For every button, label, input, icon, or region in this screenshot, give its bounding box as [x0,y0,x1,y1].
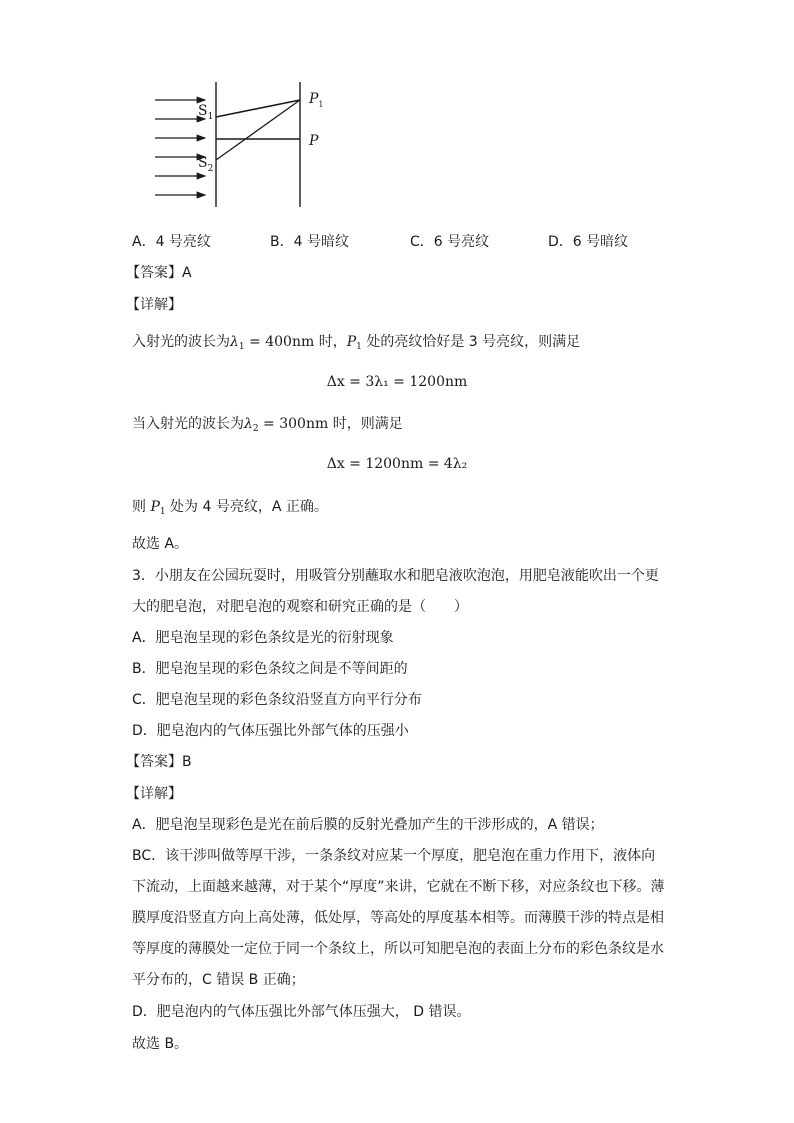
label-s1: $S_1$ [198,103,214,122]
q3-option-b: B．肥皂泡呈现的彩色条纹之间是不等间距的 [132,661,408,677]
q2-option-b: B．4 号暗纹 [270,234,349,250]
q2-detail-line1: 入射光的波长为$\lambda_1 = 400nm$ 时，$P_1$ 处的亮纹恰好是 3 号亮纹，则满足 [132,334,581,352]
q2-equation-2: Δx = 1200nm = 4λ₂ [326,456,468,472]
label-p: P [309,133,319,149]
q2-answer: 【答案】A [126,265,192,281]
q3-stem-line2: 大的肥皂泡，对肥皂泡的观察和研究正确的是（ ） [132,599,468,615]
double-slit-diagram [0,0,794,220]
q3-detail-line: D．肥皂泡内的气体压强比外部气体压强大， D 错误。 [132,1004,471,1020]
q2-conclusion: 故选 A。 [132,536,189,552]
q2-detail-line3: 则 $P_1$ 处为 4 号亮纹，A 正确。 [132,499,328,517]
q3-conclusion: 故选 B。 [132,1036,189,1052]
q3-detail-heading: 【详解】 [126,786,182,802]
q3-detail-line: BC．该干涉叫做等厚干涉，一条条纹对应某一个厚度，肥皂泡在重力作用下，液体向 [132,848,656,864]
q2-option-d: D．6 号暗纹 [548,234,629,250]
label-p1: $P_1$ [309,91,324,109]
q3-detail-line: 平分布的，C 错误 B 正确； [132,972,305,988]
q3-option-c: C．肥皂泡呈现的彩色条纹沿竖直方向平行分布 [132,692,422,708]
q2-detail-heading: 【详解】 [126,297,182,313]
q3-detail-line: 下流动，上面越来越薄，对于某个“厚度”来讲，它就在不断下移，对应条纹也下移。薄 [132,879,665,895]
q3-detail-line: A．肥皂泡呈现彩色是光在前后膜的反射光叠加产生的干涉形成的，A 错误； [132,817,604,833]
q3-answer: 【答案】B [126,754,192,770]
q3-detail-line: 等厚度的薄膜处一定位于同一个条纹上，所以可知肥皂泡的表面上分布的彩色条纹是水 [132,941,664,957]
q2-detail-line2: 当入射光的波长为$\lambda_2 = 300nm$ 时，则满足 [132,416,403,434]
label-s2: $S_2$ [198,155,214,174]
q3-detail-line: 膜厚度沿竖直方向上高处薄，低处厚，等高处的厚度基本相等。而薄膜干涉的特点是相 [132,910,664,926]
q3-option-d: D．肥皂泡内的气体压强比外部气体的压强小 [132,723,409,739]
q3-option-a: A．肥皂泡呈现的彩色条纹是光的衍射现象 [132,630,394,646]
q3-stem-line1: 3．小朋友在公园玩耍时，用吸管分别蘸取水和肥皂液吹泡泡，用肥皂液能吹出一个更 [132,568,659,584]
q2-option-a: A．4 号亮纹 [132,234,211,250]
q2-equation-1: Δx = 3λ₁ = 1200nm [326,374,468,390]
q2-option-c: C．6 号亮纹 [410,234,490,250]
